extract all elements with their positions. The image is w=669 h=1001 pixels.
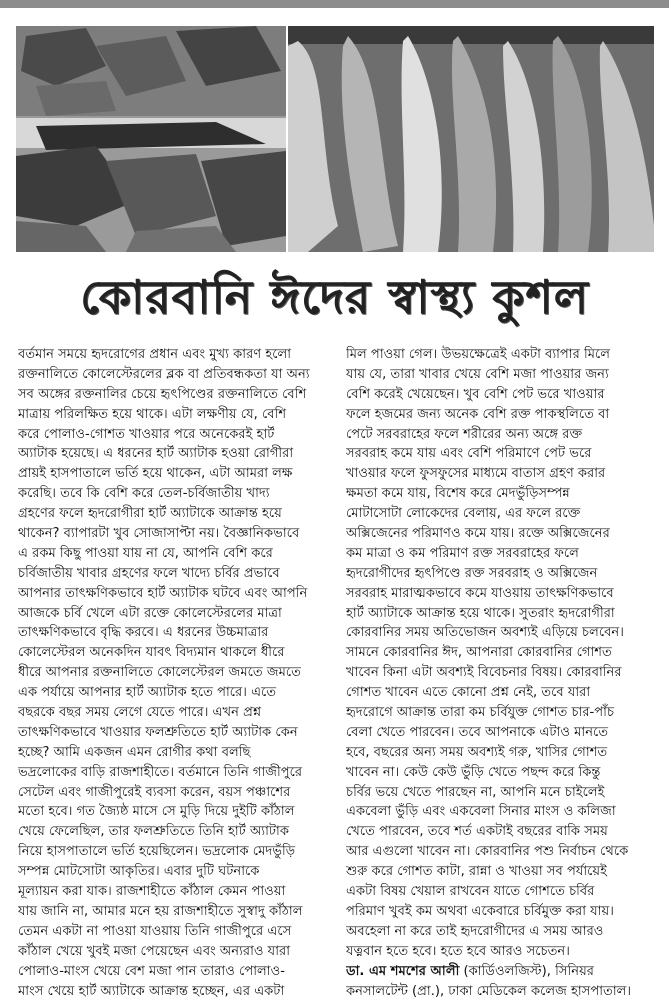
author-byline	[346, 962, 656, 982]
body-text-line: অক্সিজেনের পরিমাণও কমে যায়। রক্তে অক্সিজেনের	[346, 524, 656, 544]
body-text-line: এক পর্যায়ে আপনার হার্ট অ্যাটাক হতে পারে। এতে	[18, 683, 326, 703]
body-text-line: রক্তনালিতে কোলেস্টেরলের ব্লক বা প্রতিবন্ধকতা যা অন্য	[18, 365, 326, 385]
body-text-line: গ্রহণের ফলে হৃদরোগীরা হার্ট অ্যাটাকে আক্রান্ত হয়ে	[18, 504, 326, 524]
body-text-line: করে পোলাও-গোশত খাওয়ার পরে অনেকেরই হার্ট	[18, 425, 326, 445]
body-text-line: আপনার তাৎক্ষণিকভাবে হার্ট অ্যাটাক ঘটবে এবং আপনি	[18, 584, 326, 604]
body-text-line: তাৎক্ষণিকভাবে বৃদ্ধি করবে। এ ধরনের উচ্চমাত্রার	[18, 623, 326, 643]
body-text-line: হবে, বছরের অন্য সময় অবশ্যই গরু, খাসির গোশত	[346, 743, 656, 763]
body-text-line: মাত্রায় পরিলক্ষিত হয়ে থাকে। এটা লক্ষণীয় যে, বেশি	[18, 405, 326, 425]
body-text-line: করেছি। তবে কি বেশি করে তেল-চর্বিজাতীয় খাদ্য	[18, 484, 326, 504]
body-text-line: খেতে পারবেন, তবে শর্ত একটাই বছরের বাকি সময়	[346, 822, 656, 842]
body-text-line: যায় জানি না, আমার মনে হয় রাজশাহীতে সুস্বাদু কাঁঠাল	[18, 902, 326, 922]
body-text-line: একটা বিষয় খেয়াল রাখবেন যাতে গোশতে চর্বির	[346, 882, 656, 902]
body-text-line: চর্বির ভয়ে খেতে পারছেন না, আপনি মনে চাইলেই	[346, 783, 656, 803]
body-text-line: হার্ট অ্যাটাকে আক্রান্ত হয়ে থাকে। সুতরাং হৃদরোগীরা	[346, 604, 656, 624]
body-text-line: অ্যাটাক হয়েছে। এ ধরনের হার্ট অ্যাটাক হওয়া রোগীরা	[18, 444, 326, 464]
author-name: ডা. এম শমশের আলী	[346, 964, 459, 979]
body-text-line: শুরু করে গোশত কাটা, রান্না ও খাওয়া সব পর্যায়েই	[346, 862, 656, 882]
body-text-line: ধীরে আপনার রক্তনালিতে কোলেস্টেরল জমতে জমতে	[18, 663, 326, 683]
body-text-line: যত্নবান হতে হবে। হতে হবে আরও সচেতন।	[346, 942, 656, 962]
body-text-line: কম মাত্রা ও কম পরিমাণ রক্ত সরবরাহের ফলে	[346, 544, 656, 564]
body-text-line: বর্তমান সময়ে হৃদরোগের প্রধান এবং মুখ্য কারণ হলো	[18, 345, 326, 365]
body-text-line: কোরবানির সময় অতিভোজন অবশ্যই এড়িয়ে চলবেন।	[346, 623, 656, 643]
body-text-line: বছরকে বছর সময় লেগে যেতে পারে। এখন প্রশ্ন	[18, 703, 326, 723]
author-credentials: (কার্ডিওলজিস্ট), সিনিয়র	[459, 964, 594, 979]
body-text-line: পরিমাণ খুবই কম অথবা একেবারে চর্বিমুক্ত করা যায়।	[346, 902, 656, 922]
article-title: কোরবানি ঈদের স্বাস্থ্য কুশল	[0, 262, 669, 332]
body-text-line: অবহেলা না করে তাই হৃদরোগীদের এ সময় আরও	[346, 922, 656, 942]
body-text-line: মোটাসোটা লোকেদের বেলায়, এর ফলে রক্তে	[346, 504, 656, 524]
body-text-line: খাবেন না। কেউ কেউ ভুঁড়ি খেতে পছন্দ করে কিন্তু	[346, 763, 656, 783]
body-text-line: চর্বিজাতীয় খাবার গ্রহণের ফলে খাদ্যে চর্বির প্রভাবে	[18, 564, 326, 584]
body-text-line: প্রায়ই হাসপাতালে ভর্তি হয়ে থাকেন, এটা আমরা লক্ষ	[18, 464, 326, 484]
body-text-line: পেটে সরবরাহের ফলে শরীরের অন্য অঙ্গে রক্ত	[346, 425, 656, 445]
body-text-line: বেশি করেই খেয়েছেন। খুব বেশি পেট ভরে খাওয়ার	[346, 385, 656, 405]
body-text-line: এ রকম কিছু পাওয়া যায় না যে, আপনি বেশি করে	[18, 544, 326, 564]
body-text-line: বেলা খেতে পারবেন। তবে আপনাকে এটাও মানতে	[346, 723, 656, 743]
body-text-line: খাওয়ার ফলে ফুসফুসের মাধ্যমে বাতাস গ্রহণ করার	[346, 464, 656, 484]
body-text-line: মাংস খেয়ে হার্ট অ্যাটাকে আক্রান্ত হচ্ছেন, এর একটা	[18, 982, 326, 1001]
body-text-line: ক্ষমতা কমে যায়, বিশেষ করে মেদভুঁড়িসম্পন্ন	[346, 484, 656, 504]
body-text-line: হৃদরোগীদের হৃৎপিণ্ডে রক্ত সরবরাহ ও অক্সিজেন	[346, 564, 656, 584]
body-text-line: মূল্যায়ন করা যাক। রাজশাহীতে কাঁঠাল কেমন পাওয়া	[18, 882, 326, 902]
body-text-line: পোলাও-মাংস খেয়ে বেশ মজা পান তারাও পোলাও-	[18, 962, 326, 982]
body-text-line: আজকে চর্বি খেলে এটা রক্তে কোলেস্টেরলের মাত্রা	[18, 604, 326, 624]
body-text-line: কোলেস্টেরল অনেকদিন যাবৎ বিদ্যমান থাকলে ধীরে	[18, 643, 326, 663]
body-text-line: নিয়ে হাসপাতালে ভর্তি হয়েছিলেন। ভদ্রলোক মেদভুঁড়ি	[18, 842, 326, 862]
body-text-line: তেমন একটা না পাওয়া যাওয়ায় তিনি গাজীপুরে এসে	[18, 922, 326, 942]
body-text-line: খাবেন কিনা এটা অবশ্যই বিবেচনার বিষয়। কোরবানির	[346, 663, 656, 683]
body-text-line: আর এগুলো খাবেন না। কোরবানির পশু নির্বাচন থেকে	[346, 842, 656, 862]
raw-meat-cuts-photo	[16, 26, 286, 252]
body-text-line: হচ্ছে? আমি একজন এমন রোগীর কথা বলছি	[18, 743, 326, 763]
body-text-line: হৃদরোগে আক্রান্ত তারা কম চর্বিযুক্ত গোশত চার-পাঁচ	[346, 703, 656, 723]
body-text-line: সম্পন্ন মোটসোটা আকৃতির। এবার দুটি ঘটনাকে	[18, 862, 326, 882]
body-text-line: থাকেন? ব্যাপারটা খুব সোজাসাপ্টা নয়। বৈজ্ঞানিকভাবে	[18, 524, 326, 544]
body-text-line: সেটেল এবং গাজীপুরেই ব্যবসা করেন, বয়স পঞ্চাশের	[18, 783, 326, 803]
top-rule	[0, 0, 669, 8]
hanging-carcass-photo	[288, 26, 654, 252]
author-affiliation: কনসালটেন্ট (প্রা.), ঢাকা মেডিকেল কলেজ হাসপাতাল।	[346, 982, 656, 1001]
body-text-line: কাঁঠাল খেয়ে খুবই মজা পেয়েছেন এবং অন্যরাও যারা	[18, 942, 326, 962]
body-text-line: সামনে কোরবানির ঈদ, আপনারা কোরবানির গোশত	[346, 643, 656, 663]
body-text-line: একবেলা ভুঁড়ি এবং একবেলা সিনার মাংস ও কলিজা	[346, 802, 656, 822]
body-text-line: তাৎক্ষণিকভাবে খাওয়ার ফলশ্রুতিতে হার্ট অ্যাটাক কেন	[18, 723, 326, 743]
article-body-right-column	[346, 345, 656, 1001]
body-text-line: ভদ্রলোকের বাড়ি রাজশাহীতে। বর্তমানে তিনি গাজীপুরে	[18, 763, 326, 783]
body-text-line: খেয়ে ফেলেছিল, তার ফলশ্রুতিতে তিনি হার্ট অ্যাটাক	[18, 822, 326, 842]
body-text-line: ফলে হজমের জন্য অনেক বেশি রক্ত পাকস্থলিতে বা	[346, 405, 656, 425]
body-text-line: যায় যে, তারা খাবার খেয়ে বেশি মজা পাওয়ার জন্য	[346, 365, 656, 385]
body-text-line: সরবরাহ কমে যায় এবং বেশি পরিমাণে পেট ভরে	[346, 444, 656, 464]
body-text-line: গোশত খাবেন এতে কোনো প্রশ্ন নেই, তবে যারা	[346, 683, 656, 703]
body-text-line: মিল পাওয়া গেল। উভয়ক্ষেত্রেই একটা ব্যাপার মিলে	[346, 345, 656, 365]
body-text-line: মতো হবে। গত জ্যৈষ্ঠ মাসে সে মুড়ি দিয়ে দুইটি কাঁঠাল	[18, 802, 326, 822]
article-body-left-column	[18, 345, 326, 1001]
body-text-line: সরবরাহ মারাত্মকভাবে কমে যাওয়ায় তাৎক্ষণিকভাবে	[346, 584, 656, 604]
body-text-line: সব অঙ্গের রক্তনালির চেয়ে হৃৎপিণ্ডের রক্তনালিতে বেশি	[18, 385, 326, 405]
